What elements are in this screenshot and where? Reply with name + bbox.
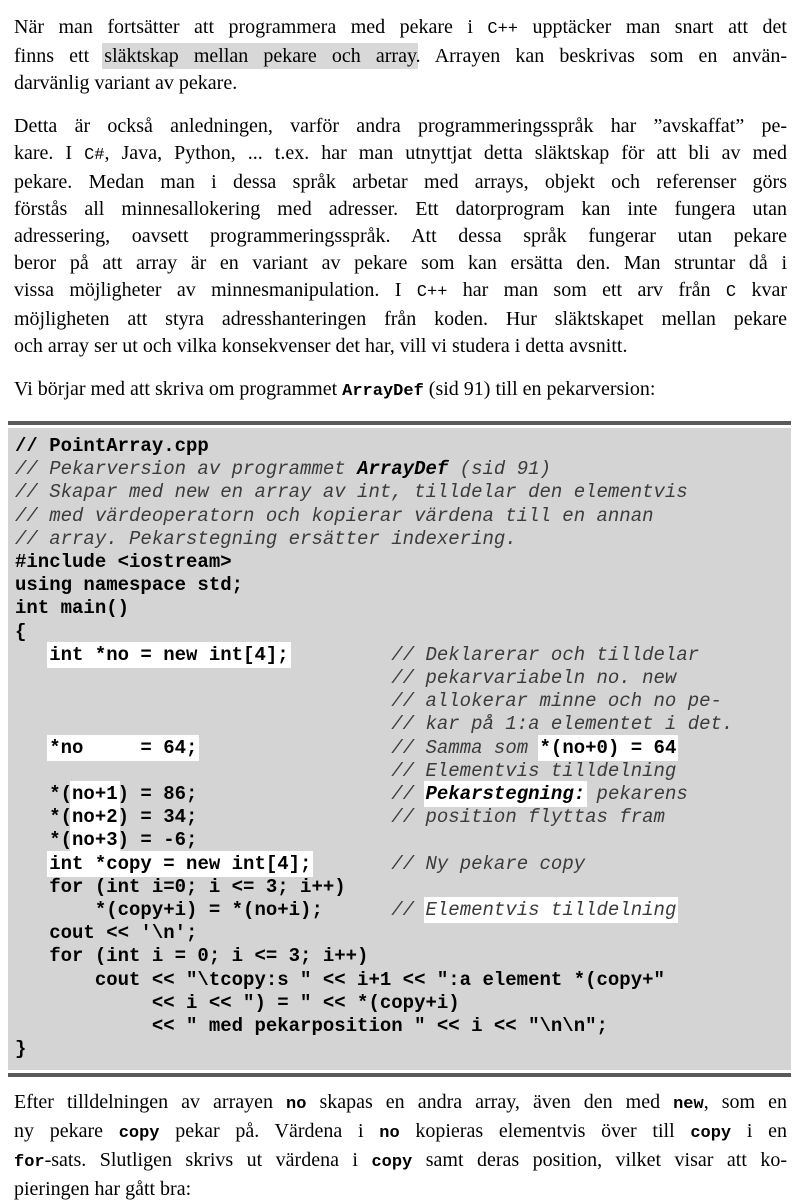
- code-run-c: // med värdeoperatorn och kopierar värdena till en annan: [15, 504, 654, 527]
- code-run-k: [15, 690, 391, 712]
- code-run-kh: no+2: [72, 806, 118, 829]
- text-run-mono: C#: [84, 146, 105, 165]
- text-line: [14, 14, 787, 43]
- text-line: [14, 1089, 787, 1118]
- code-run-k: << i << ") = " << *(copy+i): [15, 991, 460, 1014]
- code-line: [15, 945, 785, 968]
- text-run-plain: , som en: [703, 1091, 787, 1114]
- code-line: [15, 597, 785, 620]
- code-run-c: // Deklarerar och tilldelar: [391, 643, 700, 666]
- text-run-plain: skapas en andra array, även den med: [306, 1091, 674, 1114]
- code-run-kh: no+1: [72, 783, 118, 806]
- code-run-k: int main(): [15, 597, 130, 620]
- text-line: [14, 250, 787, 277]
- code-run-kh: int *copy = new int[4];: [49, 852, 312, 875]
- code-line: [15, 551, 785, 574]
- code-run-k: for (int i = 0; i <= 3; i++): [15, 945, 369, 968]
- code-line: [15, 992, 785, 1015]
- paragraph-explanation: [14, 1089, 787, 1203]
- text-run-plain: samt deras position, vilket visar att ko-: [412, 1149, 787, 1172]
- code-run-c: // Elementvis tilldelning: [391, 759, 677, 782]
- code-run-k: [15, 737, 49, 759]
- code-line: [15, 783, 785, 806]
- text-run-plain: ny pekare: [14, 1120, 119, 1143]
- code-run-c: // allokerar minne och no pe-: [391, 690, 722, 713]
- code-block: [8, 421, 791, 1077]
- text-run-plain: kopieras elementvis över till: [399, 1120, 691, 1143]
- code-run-c: //: [391, 899, 426, 922]
- code-run-k: *(: [15, 806, 73, 829]
- paragraph-background: [14, 113, 787, 360]
- text-run-plain: pieringen har gått bra:: [14, 1178, 192, 1201]
- code-run-k: [15, 760, 391, 782]
- code-line: [15, 435, 785, 458]
- text-run-plain: darvänlig variant av pekare.: [14, 72, 238, 94]
- code-run-k: [15, 644, 49, 666]
- code-run-k: [197, 806, 391, 828]
- code-run-c: // Skapar med new en array av int, tilldelar den elementvis: [15, 481, 688, 504]
- code-run-k: *(: [15, 783, 73, 806]
- text-run-plain: Efter tilldelningen av arrayen: [14, 1091, 287, 1114]
- code-run-c: // Samma som: [391, 736, 540, 759]
- code-run-c: // kar på 1:a elementet i det.: [391, 713, 734, 736]
- text-line: [14, 140, 787, 169]
- code-run-k: [289, 644, 392, 666]
- code-line: [15, 621, 785, 644]
- code-line: [15, 528, 785, 551]
- code-run-c: (sid 91): [448, 458, 551, 481]
- paragraph-intro: [14, 14, 787, 97]
- text-run-plain: finns ett: [14, 45, 105, 67]
- text-run-kbd: copy: [371, 1153, 413, 1173]
- code-run-k: using namespace std;: [15, 574, 244, 597]
- code-listing: [8, 428, 791, 1070]
- code-line: [15, 922, 785, 945]
- code-run-k: ) = 86;: [117, 783, 198, 806]
- text-run-plain: möjligheten att styra adresshanteringen från koden. Hur släktskapet mellan pekare: [14, 308, 787, 330]
- text-run-kbd: for: [14, 1153, 45, 1173]
- text-run-kbd: new: [673, 1095, 704, 1115]
- text-run-mono: C++: [487, 20, 519, 39]
- text-line: [14, 1176, 787, 1203]
- text-run-plain: När man fortsätter att programmera med pekare i: [14, 16, 488, 38]
- code-line: [15, 829, 785, 852]
- text-line: [14, 169, 787, 196]
- text-run-plain: har man som ett arv från: [447, 279, 726, 301]
- text-run-kbd: copy: [118, 1124, 160, 1144]
- code-run-k: cout << '\n';: [15, 922, 198, 945]
- code-line: [15, 574, 785, 597]
- code-line: [15, 760, 785, 783]
- code-line: [15, 481, 785, 504]
- code-run-c: // Ny pekare copy: [391, 852, 586, 875]
- code-run-k: [323, 899, 391, 921]
- code-run-k: ) = -6;: [117, 829, 198, 852]
- code-line: [15, 690, 785, 713]
- code-run-k: {: [15, 620, 27, 643]
- code-line: [15, 853, 785, 876]
- text-line: [14, 1118, 787, 1147]
- code-run-k: for (int i=0; i <= 3; i++): [15, 875, 346, 898]
- text-run-plain: pekare. Medan man i dessa språk arbetar med arrays, objekt och referenser görs: [14, 171, 787, 193]
- code-line: [15, 806, 785, 829]
- code-run-cb: ArrayDef: [357, 458, 449, 481]
- code-run-kh: int *no = new int[4];: [49, 643, 289, 666]
- text-line: [14, 277, 787, 306]
- text-line: [14, 1147, 787, 1176]
- code-run-k: *(copy+i) = *(no+i);: [15, 899, 323, 922]
- code-line: [15, 1015, 785, 1038]
- code-run-c: // position flyttas fram: [391, 806, 665, 829]
- code-line: [15, 505, 785, 528]
- text-run-kbd: copy: [690, 1124, 732, 1144]
- paragraph-lead-in: [14, 376, 787, 405]
- code-run-kh: no+3: [72, 829, 118, 852]
- text-line: [14, 196, 787, 223]
- text-run-kbd: no: [379, 1124, 400, 1144]
- code-run-k: [311, 853, 391, 875]
- text-line: [14, 223, 787, 250]
- code-line: [15, 1038, 785, 1061]
- text-run-plain: -sats. Slutligen skrivs ut värdena i: [44, 1149, 372, 1172]
- text-line: [14, 376, 787, 405]
- text-run-plain: , Java, Python, ... t.ex. har man utnyttjat detta släktskap för att bli av med: [104, 142, 787, 164]
- text-run-plain: kare. I: [14, 142, 85, 164]
- code-bottom-rule: [8, 1073, 791, 1077]
- text-run-plain: kvar: [736, 279, 787, 301]
- text-run-plain: . Arrayen kan beskrivas som en använ-: [415, 45, 787, 67]
- text-run-plain: i en: [731, 1120, 787, 1143]
- code-run-k: [15, 667, 391, 689]
- code-run-kh: *no = 64;: [49, 736, 198, 759]
- text-run-plain: pekar på. Värdena i: [159, 1120, 380, 1143]
- text-run-kbd: no: [286, 1095, 307, 1115]
- code-run-k: ) = 34;: [117, 806, 198, 829]
- code-line: [15, 876, 785, 899]
- code-run-kh: *(no+0) = 64: [539, 736, 677, 759]
- text-run-hl: släktskap mellan pekare och array: [104, 45, 416, 67]
- text-run-plain: Vi börjar med att skriva om programmet: [14, 378, 343, 400]
- code-line: [15, 737, 785, 760]
- code-run-k: [197, 737, 391, 759]
- text-run-kbd: ArrayDef: [342, 382, 424, 401]
- code-run-c: // array. Pekarstegning ersätter indexering.: [15, 527, 517, 550]
- code-line: [15, 458, 785, 481]
- text-line: [14, 113, 787, 140]
- code-line: [15, 899, 785, 922]
- code-run-k: cout << "\tcopy:s " << i+1 << ":a element *(copy+": [15, 968, 665, 991]
- text-line: [14, 70, 787, 97]
- code-top-rule: [8, 421, 791, 425]
- code-line: [15, 644, 785, 667]
- code-run-ch: Elementvis tilldelning: [425, 899, 677, 922]
- text-line: [14, 306, 787, 333]
- code-run-k: *(: [15, 829, 73, 852]
- text-run-plain: vissa möjligheter av minnesmanipulation. I: [14, 279, 417, 301]
- text-run-plain: förstås all minnesallokering med adresser. Ett datorprogram kan inte fungera utan: [14, 198, 787, 220]
- text-run-plain: och array ser ut och vilka konsekvenser det har, vill vi studera i detta avsnitt.: [14, 335, 628, 357]
- code-run-c: pekarens: [585, 783, 688, 806]
- code-run-cbh: Pekarstegning:: [425, 783, 586, 806]
- text-line: [14, 43, 787, 70]
- code-line: [15, 667, 785, 690]
- code-run-k: [15, 853, 49, 875]
- code-run-k: << " med pekarposition " << i << "\n\n";: [15, 1015, 608, 1038]
- text-run-mono: C: [725, 283, 737, 302]
- text-run-plain: Detta är också anledningen, varför andra programmeringsspråk har ”avskaffat” pe-: [14, 115, 787, 137]
- code-run-c: // pekarvariabeln no. new: [391, 667, 677, 690]
- code-run-k: // PointArray.cpp: [15, 435, 209, 457]
- code-run-k: [197, 783, 391, 805]
- code-line: [15, 713, 785, 736]
- code-run-c: // Pekarversion av programmet: [15, 458, 358, 481]
- text-line: [14, 333, 787, 360]
- text-run-plain: upptäcker man snart att det: [518, 16, 787, 38]
- text-run-plain: adressering, oavsett programmeringsspråk. Att dessa språk fungerar utan pekare: [14, 225, 787, 247]
- text-run-mono: C++: [416, 283, 448, 302]
- code-run-k: [15, 713, 391, 735]
- code-run-k: }: [15, 1038, 27, 1061]
- text-run-plain: (sid 91) till en pekarversion:: [423, 378, 656, 400]
- text-run-plain: beror på att array är en variant av pekare som kan ersätta den. Man struntar då i: [14, 252, 787, 274]
- code-run-k: #include <iostream>: [15, 551, 232, 574]
- code-line: [15, 969, 785, 992]
- code-run-c: //: [391, 783, 426, 806]
